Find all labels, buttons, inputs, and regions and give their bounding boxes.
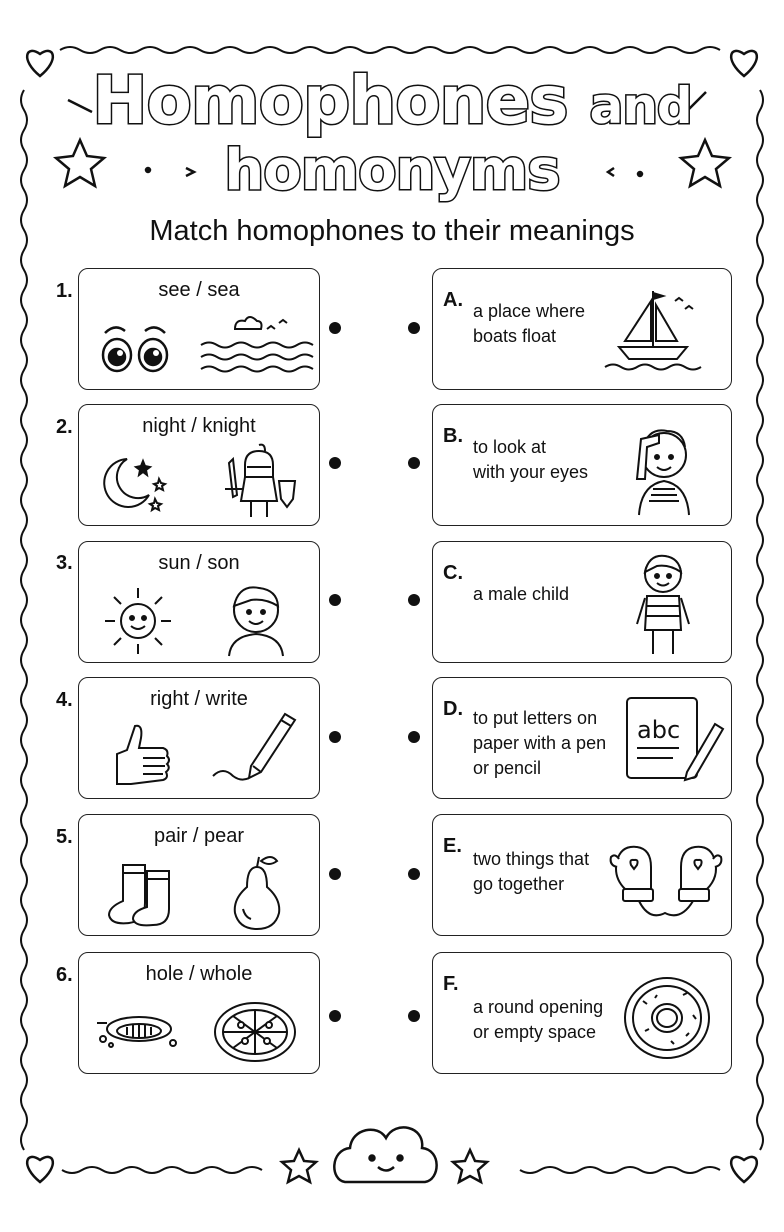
match-dot-left[interactable]: [329, 457, 341, 469]
pair-number: 4.: [56, 689, 73, 711]
meaning-line: or empty space: [473, 1022, 597, 1042]
boy-standing-icon: [631, 550, 695, 658]
meaning-text: [473, 435, 588, 485]
subtitle: Match homophones to their meanings: [149, 215, 635, 247]
pair-words: pair / pear: [153, 825, 245, 847]
match-dot-right[interactable]: [408, 457, 420, 469]
page-title-line-2: homonyms: [224, 138, 560, 203]
pair-card: [78, 404, 320, 526]
boy-icon: [221, 578, 291, 658]
meaning-line: a round opening: [473, 997, 604, 1017]
meaning-letter: A.: [443, 289, 463, 311]
pear-icon: [227, 853, 287, 931]
meaning-text: [473, 582, 569, 607]
pair-words: sun / son: [158, 552, 240, 574]
moon-stars-icon: [97, 451, 177, 517]
socks-icon: [105, 859, 181, 929]
match-dot-right[interactable]: [408, 322, 420, 334]
meaning-line: two things that: [473, 849, 590, 869]
pair-card: [78, 952, 320, 1074]
meaning-card: [432, 814, 732, 936]
pair-number: 3.: [56, 552, 73, 574]
match-dot-right[interactable]: [408, 594, 420, 606]
pair-card: [78, 268, 320, 390]
meaning-line: paper with a pen: [473, 733, 607, 753]
donut-icon: [621, 975, 713, 1061]
meaning-card: [432, 677, 732, 799]
match-dot-left[interactable]: [329, 868, 341, 880]
sailboat-icon: [601, 283, 711, 378]
notebook-pencil-icon: [621, 694, 725, 784]
match-dot-right[interactable]: [408, 731, 420, 743]
match-dot-right[interactable]: [408, 1010, 420, 1022]
pair-card: [78, 541, 320, 663]
knight-icon: [217, 441, 301, 521]
cloud-icon: [334, 1127, 436, 1182]
title-line-1b: and: [589, 77, 692, 135]
pizza-icon: [211, 999, 299, 1065]
pencil-icon: [207, 706, 297, 786]
match-dot-left[interactable]: [329, 731, 341, 743]
meaning-letter: D.: [443, 698, 463, 720]
meaning-line: go together: [473, 874, 565, 894]
match-dot-right[interactable]: [408, 868, 420, 880]
mittens-icon: [609, 837, 723, 919]
meaning-line: a male child: [473, 584, 570, 604]
match-dot-left[interactable]: [329, 1010, 341, 1022]
pair-number: 5.: [56, 826, 73, 848]
meaning-text: [473, 299, 585, 349]
title-line-1: Homophones: [92, 62, 568, 139]
meaning-card: [432, 952, 732, 1074]
meaning-letter: B.: [443, 425, 463, 447]
meaning-line: with your eyes: [473, 462, 589, 482]
pair-words: right / write: [150, 688, 248, 710]
notebook-text: abc: [637, 716, 681, 744]
pair-words: hole / whole: [145, 963, 253, 985]
pair-card: [78, 677, 320, 799]
meaning-card: [432, 541, 732, 663]
thumbs-up-icon: [109, 720, 173, 790]
meaning-text: [473, 995, 603, 1045]
sea-icon: [197, 309, 315, 384]
meaning-letter: C.: [443, 562, 463, 584]
sun-icon: [101, 584, 175, 658]
meaning-line: boats float: [473, 326, 557, 346]
meaning-line: a place where: [473, 301, 586, 321]
meaning-line: to look at: [473, 437, 547, 457]
boy-saluting-icon: [629, 415, 699, 521]
meaning-letter: E.: [443, 835, 462, 857]
match-dot-left[interactable]: [329, 322, 341, 334]
meaning-line: to put letters on: [473, 708, 598, 728]
hole-icon: [93, 1005, 183, 1059]
pair-words: see / sea: [158, 279, 240, 301]
eyes-icon: [95, 319, 175, 379]
meaning-card: [432, 404, 732, 526]
pair-number: 1.: [56, 280, 73, 302]
meaning-line: or pencil: [473, 758, 542, 778]
meaning-letter: F.: [443, 973, 459, 995]
page-title: [0, 62, 784, 139]
meaning-text: [473, 706, 606, 781]
pair-card: [78, 814, 320, 936]
meaning-text: [473, 847, 589, 897]
match-dot-left[interactable]: [329, 594, 341, 606]
pair-number: 6.: [56, 964, 73, 986]
pair-number: 2.: [56, 416, 73, 438]
pair-words: night / knight: [142, 415, 256, 437]
meaning-card: [432, 268, 732, 390]
